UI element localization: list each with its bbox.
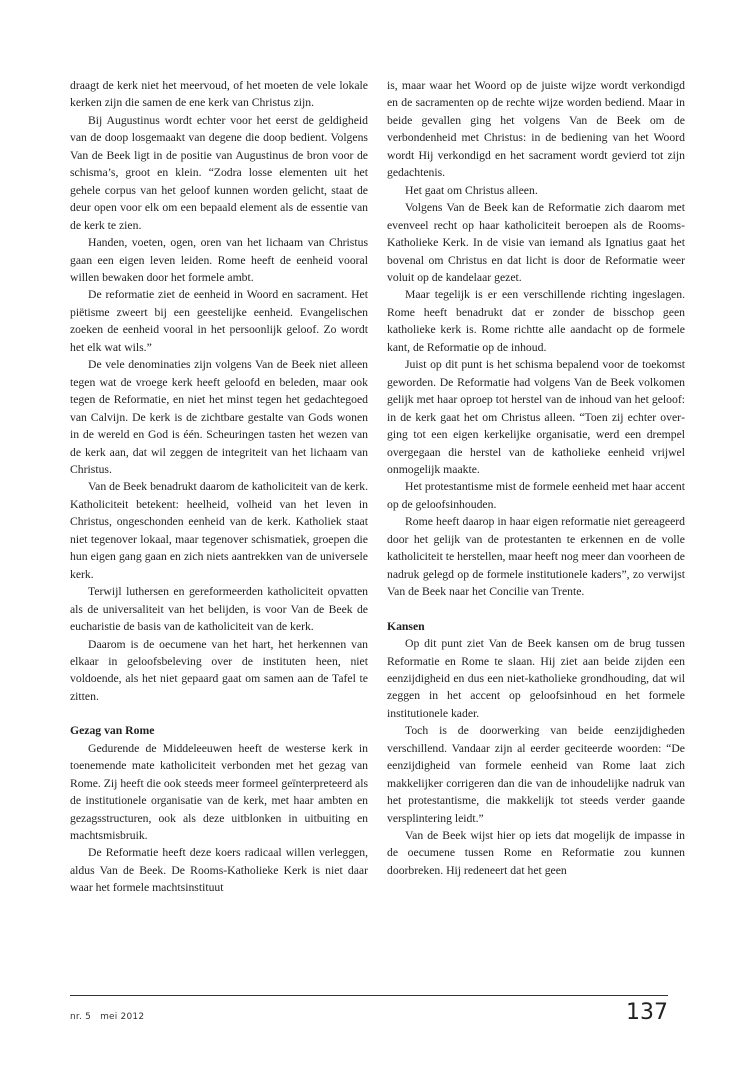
paragraph: Terwijl luthersen en gereformeerden katholiciteit opvatten als de universaliteit van het belijden, is voor Van de Beek de eucharistie de basis van de katholiciteit van de kerk.: [70, 585, 368, 634]
paragraph: Op dit punt ziet Van de Beek kansen om de brug tussen Reformatie en Rome te slaan. Hij ziet aan beide zijden een eenzijdigheid en dus een niet-katholieke grondhouding, dat wil zeggen in het accent op geloofsinhoud en het formele institutionele kader.: [387, 637, 685, 720]
paragraph: Bij Augustinus wordt echter voor het eerst de geldigheid van de doop losgemaakt van degene die doop bedient. Volgens Van de Beek ligt in de positie van Augustinus de bron voor de schisma’s, groot en klein. “Zodra losse elementen uit het gehele corpus van het geloof kunnen worden gelicht, staat de deur open voor elk om een bepaald element als de essentie van de kerk te zien.: [70, 113, 368, 232]
issue-date: mei 2012: [100, 1012, 145, 1022]
page-number: 137: [626, 1000, 668, 1025]
paragraph: Van de Beek wijst hier op iets dat mogelijk de impasse in de oecumene tussen Rome en Reformatie zou kunnen doorbreken. Hij redeneert dat het geen: [387, 829, 685, 877]
paragraph: Volgens Van de Beek kan de Reformatie zich daarom met evenveel recht op haar katholiciteit beroepen als de Rooms-Katholieke Kerk. In de visie van iemand als Ignatius gaat het bovenal om Christus en dat licht is door de Reformatie weer voluit op de kandelaar gezet.: [387, 201, 685, 284]
paragraph: De reformatie ziet de eenheid in Woord en sacrament. Het piëtisme zweert bij een geestelijke eenheid. Evangelischen zoeken de eenheid vooral in het persoonlijk geloof. Zo wordt het elk wat wils.”: [70, 288, 368, 354]
paragraph: draagt de kerk niet het meervoud, of het moeten de vele lokale kerken zijn die samen de ene kerk van Christus zijn.: [70, 79, 368, 110]
paragraph: is, maar waar het Woord op de juiste wijze wordt verkondigd en de sacramenten op de rechte wijze worden bediend. Maar in beide gevallen ging het volgens Van de Beek om de verbondenheid met Christus: in de bediening van het Woord wordt Hij verkondigd en het sacrament wordt gevierd tot zijn gedachtenis.: [387, 79, 685, 180]
left-column: [70, 77, 368, 897]
paragraph: Daarom is de oecumene van het hart, het herkennen van elkaar in geloofsbeleving over de instituten heen, niet voldoende, als het niet gepaard gaat om samen aan de Tafel te zitten.: [70, 637, 368, 703]
paragraph: Gedurende de Middeleeuwen heeft de westerse kerk in toenemende mate katholiciteit verbonden met het gezag van Rome. Zij heeft die ook steeds meer formeel geïnterpreteerd als de institutionele organisatie van de kerk, met haar ambten en gezagsstructuren, ook als deze uitblonken in uitbuiting en machtsmisbruik.: [70, 741, 368, 843]
section-heading: Gezag van Rome: [70, 724, 155, 738]
paragraph: Rome heeft daarop in haar eigen reformatie niet gereageerd door het gelijk van de protestanten te erkennen en de volle katholiciteit te herstellen, maar heeft nog meer dan voorheen de nadruk gelegd op de formele institutionele kaders”, zo verwijst Van de Beek naar het Concilie van Trente.: [387, 515, 685, 599]
right-column: [387, 77, 685, 879]
paragraph: Het gaat om Christus alleen.: [405, 183, 538, 197]
footer-issue-info: [70, 1012, 150, 1022]
footer-rule: [70, 995, 668, 996]
paragraph: Toch is de doorwerking van beide eenzijdigheden verschillend. Vandaar zijn al eerder geciteerde woorden: “De eenzijdigheid van formele eenheid van Rome laat zich makkelijker corrigeren dan die van de inhoudelijke nadruk van het protestantisme, die makkelijk tot steeds verder gaande versplintering leidt.”: [387, 724, 685, 825]
paragraph: Juist op dit punt is het schisma bepalend voor de toekomst geworden. De Reformatie had volgens Van de Beek volkomen gelijk met haar oproep tot herstel van de inhoud van het geloof: in de kerk gaat het om Christus alleen. “Toen zij echter overging tot een eigen kerkelijke organisatie, werd een drempel overgegaan die herstel van de katholieke eenheid vrijwel onmogelijk maakte.: [387, 358, 685, 476]
paragraph: Maar tegelijk is er een verschillende richting ingeslagen. Rome heeft benadrukt dat er zonder de bisschop geen katholieke kerk is. Rome richtte alle aandacht op de formele kant, de Reformatie op de inhoud.: [387, 288, 685, 354]
paragraph: Van de Beek benadrukt daarom de katholiciteit van de kerk. Katholiciteit betekent: heelheid, volheid van het leven in Christus, ongeschonden eenheid van de kerk. Katholiek staat niet tegenover lokaal, maar tegenover schismatiek, groepen die hun eigen gang gaan en zich niets aantrekken van de universele kerk.: [70, 480, 368, 581]
paragraph: De Reformatie heeft deze koers radicaal willen verleggen, aldus Van de Beek. De Rooms-Katholieke Kerk is niet daar waar het formele machtsinstituut: [70, 846, 368, 895]
section-heading: Kansen: [387, 619, 425, 633]
paragraph: Het protestantisme mist de formele eenheid met haar accent op de geloofsinhouden.: [387, 480, 685, 511]
paragraph: Handen, voeten, ogen, oren van het lichaam van Christus gaan een eigen leven leiden. Rome heeft de eenheid vooral willen bewaken door het formele ambt.: [70, 236, 368, 284]
paragraph: De vele denominaties zijn volgens Van de Beek niet alleen tegen wat de vroege kerk heeft geloofd en beleden, maar ook tegen de Reformatie, en niet het minst tegen het gedachtegoed van Calvijn. De kerk is de zichtbare gestalte van Gods wonen in de wereld en God is één. Scheuringen tasten het wezen van de kerk aan, dat wil zeggen de integriteit van het lichaam van Christus.: [70, 358, 368, 476]
issue-number: nr. 5: [70, 1012, 92, 1022]
